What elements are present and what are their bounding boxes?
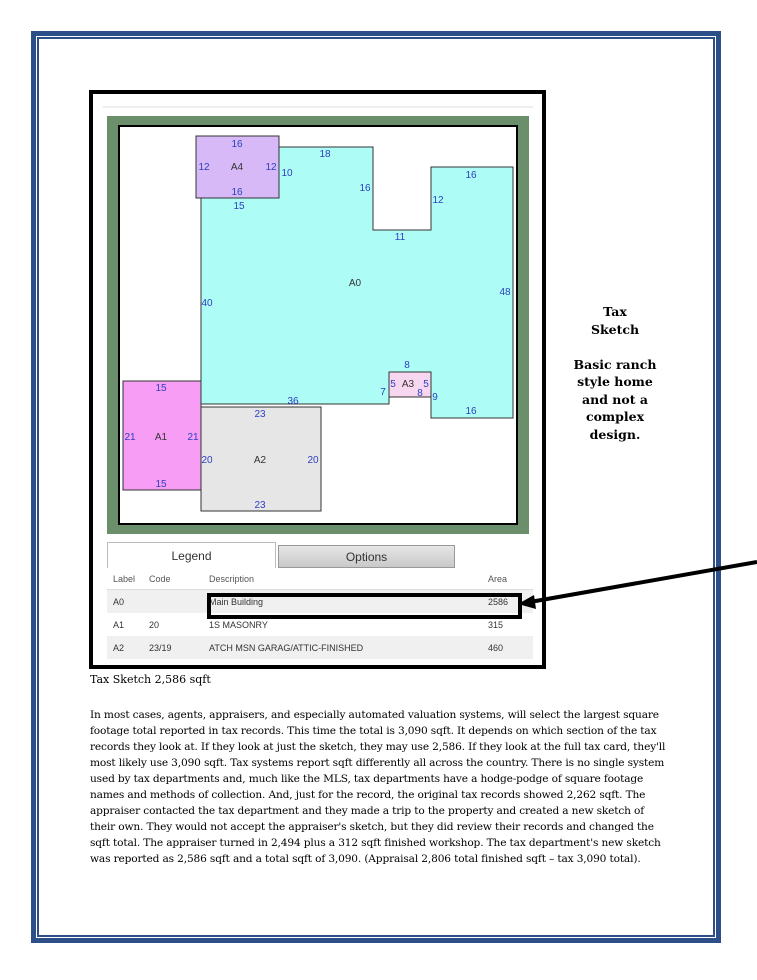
row-code: 23/19: [143, 636, 203, 659]
row-code: [143, 590, 203, 614]
dimension-label: 8: [404, 360, 410, 371]
area-label-a0: A0: [348, 278, 362, 289]
row-area: 2586: [482, 590, 533, 614]
dimension-label: 5: [390, 379, 396, 390]
area-label-a3: A3: [401, 379, 415, 390]
row-label: A1: [113, 619, 125, 630]
row-description: Main Building: [203, 590, 482, 614]
side-note-line: Tax: [603, 304, 627, 319]
legend-header-row: [107, 568, 533, 590]
row-label: A2: [107, 636, 143, 659]
dimension-label: 16: [359, 183, 371, 194]
side-note-line: Sketch: [590, 321, 640, 337]
side-note-line: and not a: [582, 391, 648, 407]
table-row[interactable]: [107, 636, 533, 659]
side-note-line: complex: [585, 409, 645, 424]
col-description: Description: [203, 568, 482, 590]
row-area: 315: [488, 619, 504, 630]
dimension-label: 9: [432, 392, 438, 403]
dimension-label: 23: [254, 409, 266, 420]
area-label-a2: A2: [253, 455, 267, 466]
row-description: ATCH MSN GARAG/ATTIC-FINISHED: [203, 636, 482, 659]
dimension-label: 15: [155, 479, 167, 490]
dimension-label: 7: [380, 387, 386, 398]
dimension-label: 18: [319, 149, 331, 160]
row-description: 1S MASONRY: [209, 619, 268, 630]
main-building-highlight-box: [207, 593, 522, 619]
col-code: Code: [143, 568, 203, 590]
dimension-label: 8: [417, 388, 423, 399]
dimension-label: 20: [307, 455, 319, 466]
dimension-label: 5: [423, 379, 429, 390]
side-note-line: style home: [577, 374, 653, 389]
col-area: Area: [482, 568, 533, 590]
dimension-label: 16: [465, 406, 477, 417]
area-label-a1: A1: [154, 432, 168, 443]
row-area: 460: [482, 636, 533, 659]
dimension-label: 12: [265, 162, 277, 173]
dimension-label: 16: [231, 139, 243, 150]
dimension-label: 15: [155, 383, 167, 394]
side-note-line: design.: [589, 426, 641, 442]
dimension-label: 48: [499, 287, 511, 298]
tab-legend[interactable]: Legend: [107, 542, 276, 568]
dimension-label: 10: [281, 168, 293, 179]
dimension-label: 20: [201, 455, 213, 466]
dimension-label: 12: [198, 162, 210, 173]
dimension-label: 21: [124, 432, 136, 443]
col-label: Label: [107, 568, 143, 590]
dimension-label: 12: [432, 195, 444, 206]
dimension-label: 21: [187, 432, 199, 443]
legend-tabs: [107, 542, 527, 570]
row-label: A0: [107, 590, 143, 614]
row-code: 20: [149, 619, 160, 630]
figure-caption: Tax Sketch 2,586 sqft: [90, 673, 211, 686]
tax-sketch-screenshot: [89, 90, 546, 669]
dimension-label: 23: [254, 500, 266, 511]
dimension-label: 40: [201, 298, 213, 309]
dimension-label: 36: [287, 396, 299, 407]
tab-options[interactable]: Options: [278, 545, 455, 568]
area-label-a4: A4: [230, 162, 244, 173]
dimension-label: 11: [394, 232, 406, 243]
dimension-label: 16: [465, 170, 477, 181]
dimension-label: 16: [231, 187, 243, 198]
body-paragraph: In most cases, agents, appraisers, and especially automated valuation systems, will select the largest square footage total reported in tax records. This time the total is 3,090 sqft. It depends on which section of the tax records they look at. If they look at just the sketch, they may use 2,586. If they look at the full tax card, they'll most likely use 3,090 sqft. Tax systems report sqft differently all across the country. There is no single system used by tax departments and, much like the MLS, tax departments have a hodge-podge of square footage names and methods of collection. And, just for the record, the original tax records showed 2,262 sqft. The appraiser contacted the tax department and they made a trip to the property and created a new sketch of their own. They would not accept the appraiser's sketch, but they did review their records and changed the sqft total. The appraiser turned in 2,494 plus a 312 sqft finished workshop. The tax department's new sketch was reported as 2,586 sqft and a total sqft of 3,090. (Appraisal 2,806 total finished sqft – tax 3,090 total).: [90, 709, 666, 865]
side-note-line: Basic ranch: [573, 356, 657, 372]
dimension-label: 15: [233, 201, 245, 212]
side-note: [560, 303, 670, 443]
